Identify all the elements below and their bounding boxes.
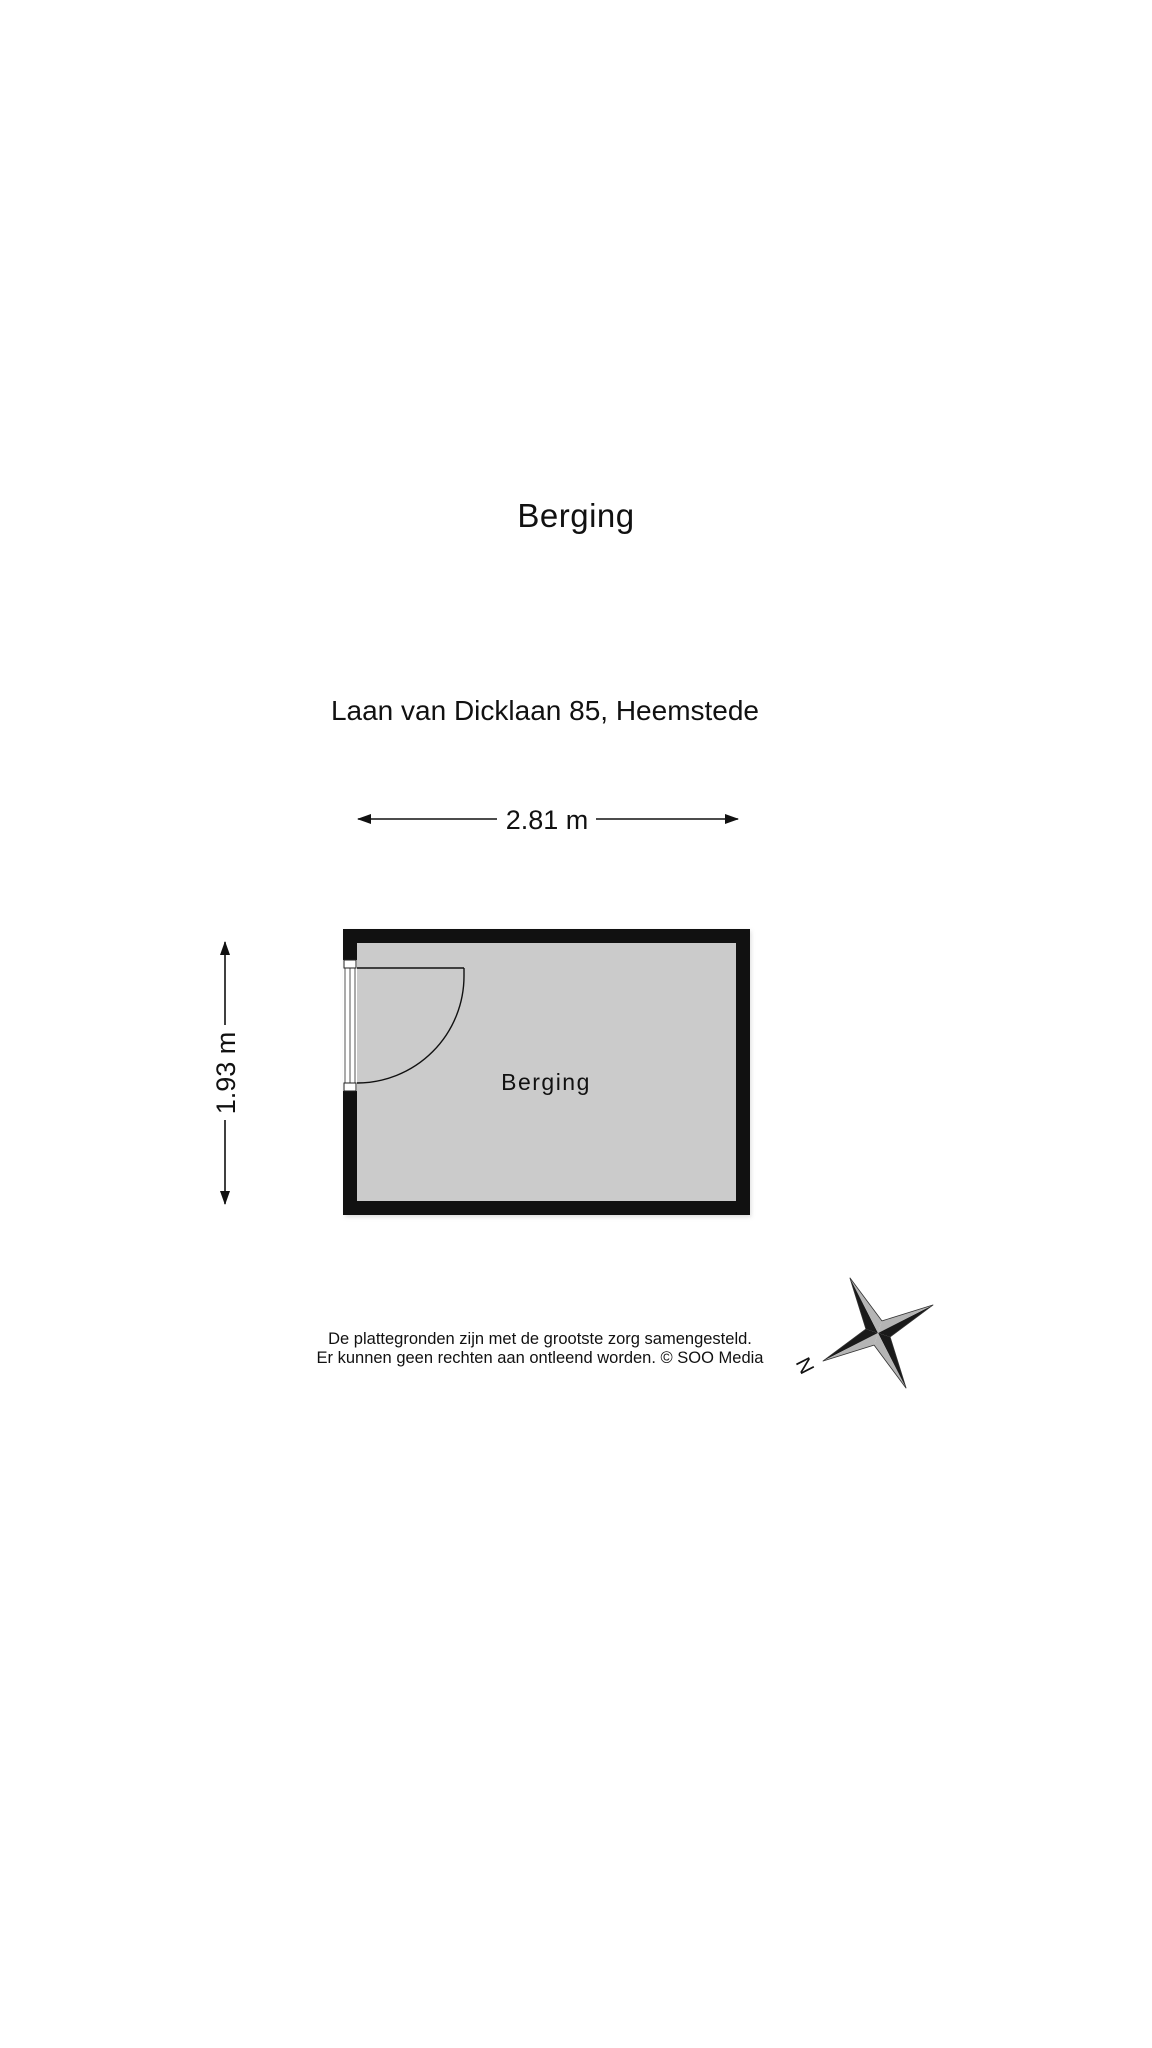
width-dimension xyxy=(358,805,738,835)
compass-point-north-dark xyxy=(842,1278,878,1337)
compass-point-south-dark xyxy=(878,1329,914,1388)
door-jamb-top xyxy=(344,960,356,968)
compass-point-east-light xyxy=(874,1297,933,1333)
door-jamb-bottom xyxy=(344,1083,356,1091)
room-berging xyxy=(343,929,751,1217)
room-label: Berging xyxy=(501,1069,591,1095)
width-label: 2.81 m xyxy=(505,805,589,835)
disclaimer xyxy=(250,1330,830,1368)
page-title: Berging xyxy=(517,497,635,534)
height-dimension xyxy=(211,942,241,1204)
compass-north-label: N xyxy=(790,1354,819,1378)
height-label: 1.93 m xyxy=(211,1031,241,1115)
address-label: Laan van Dicklaan 85, Heemstede xyxy=(330,695,760,726)
compass-point-west-light xyxy=(823,1333,882,1369)
disclaimer-line-1: De plattegronden zijn met de grootste zorg samengesteld. xyxy=(328,1330,752,1348)
disclaimer-line-2: Er kunnen geen rechten aan ontleend worden. © SOO Media xyxy=(316,1349,764,1367)
